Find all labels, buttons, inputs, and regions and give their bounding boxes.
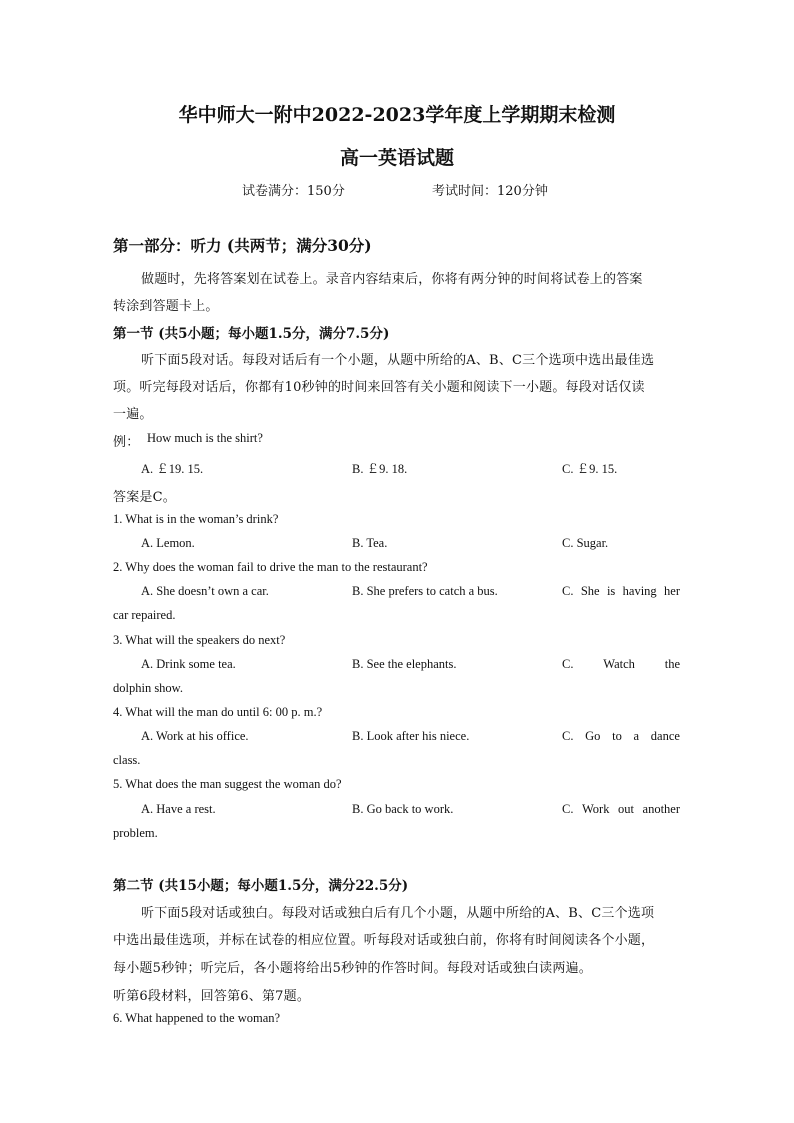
- question-4: 4. What will the man do until 6: 00 p. m.?: [113, 705, 323, 719]
- question-4-option-c-word: Go: [585, 729, 601, 743]
- question-2-option-c-continued: car repaired.: [113, 608, 176, 622]
- question-5-option-c-continued: problem.: [113, 826, 158, 840]
- question-5-option-b: B. Go back to work.: [352, 802, 454, 816]
- question-4-option-c-word: a: [633, 729, 640, 743]
- question-5-option-c-word: C.: [562, 802, 574, 816]
- question-4-option-b: B. Look after his niece.: [352, 729, 470, 743]
- question-3-option-b: B. See the elephants.: [352, 657, 457, 671]
- question-2-option-c-word: is: [606, 584, 616, 598]
- part1-instruction-line1: 做题时，先将答案划在试卷上。录音内容结束后，你将有两分钟的时间将试卷上的答案: [141, 272, 643, 287]
- question-1-option-b: B. Tea.: [352, 536, 388, 550]
- question-2-option-c-word: her: [664, 584, 680, 598]
- question-2-option-c: [562, 584, 680, 599]
- example-option-a: A. ￡19. 15.: [141, 462, 204, 476]
- question-5-option-c-word: Work: [582, 802, 610, 816]
- question-2-option-c-word: She: [580, 584, 600, 598]
- question-5-option-a: A. Have a rest.: [141, 802, 216, 816]
- question-5-option-c-word: out: [618, 802, 634, 816]
- question-1: 1. What is in the woman’s drink?: [113, 512, 279, 526]
- question-3-option-c-word: C.: [562, 657, 574, 671]
- question-5-option-c: [562, 802, 680, 817]
- section2-instruction-line3: 每小题5秒钟；听完后，各小题将给出5秒钟的作答时间。每段对话或独白读两遍。: [113, 961, 592, 976]
- question-2-option-a: A. She doesn’t own a car.: [141, 584, 269, 598]
- question-4-option-c: [562, 729, 680, 744]
- question-3-option-c-continued: dolphin show.: [113, 681, 184, 695]
- question-4-option-c-continued: class.: [113, 753, 141, 767]
- question-4-option-c-word: to: [612, 729, 622, 743]
- example-option-c: C. ￡9. 15.: [562, 462, 618, 476]
- example-label: 例：: [113, 435, 140, 450]
- question-4-option-c-word: C.: [562, 729, 574, 743]
- question-5: 5. What does the man suggest the woman do?: [113, 777, 342, 791]
- question-6: 6. What happened to the woman?: [113, 1011, 281, 1025]
- section2-heading: 第二节 (共15小题；每小题1.5分，满分22.5分): [113, 878, 409, 894]
- question-1-option-c: C. Sugar.: [562, 536, 609, 550]
- part1-heading: 第一部分：听力 (共两节；满分30分): [113, 236, 372, 255]
- question-2: 2. Why does the woman fail to drive the man to the restaurant?: [113, 560, 428, 574]
- question-2-option-b: B. She prefers to catch a bus.: [352, 584, 498, 598]
- question-4-option-a: A. Work at his office.: [141, 729, 249, 743]
- exam-time: 考试时间：120分钟: [432, 184, 548, 199]
- example-option-b: B. ￡9. 18.: [352, 462, 408, 476]
- section2-instruction-line2: 中选出最佳选项，并标在试卷的相应位置。听每段对话或独白前，你将有时间阅读各个小题，: [113, 933, 655, 948]
- section1-instruction-line1: 听下面5段对话。每段对话后有一个小题，从题中所给的A、B、C三个选项中选出最佳选: [141, 353, 655, 368]
- section2-instruction-line1: 听下面5段对话或独白。每段对话或独白后有几个小题，从题中所给的A、B、C三个选项: [141, 906, 655, 921]
- exam-subtitle: 高一英语试题: [339, 147, 454, 169]
- question-1-option-a: A. Lemon.: [141, 536, 195, 550]
- question-3: 3. What will the speakers do next?: [113, 633, 286, 647]
- material-note: 听第6段材料，回答第6、第7题。: [113, 989, 311, 1004]
- question-4-option-c-word: dance: [650, 729, 680, 743]
- question-2-option-c-word: having: [622, 584, 657, 598]
- question-3-option-c: [562, 657, 680, 672]
- exam-title: 华中师大一附中2022-2023学年度上学期期末检测: [178, 104, 616, 126]
- example-question: How much is the shirt?: [147, 431, 263, 445]
- question-5-option-c-word: another: [642, 802, 680, 816]
- question-3-option-c-word: the: [664, 657, 680, 671]
- question-3-option-a: A. Drink some tea.: [141, 657, 236, 671]
- section1-instruction-line3: 一遍。: [113, 407, 153, 422]
- section1-heading: 第一节 (共5小题；每小题1.5分，满分7.5分): [113, 326, 390, 342]
- full-score: 试卷满分：150分: [242, 184, 345, 199]
- question-3-option-c-word: Watch: [603, 657, 635, 671]
- question-2-option-c-word: C.: [562, 584, 574, 598]
- part1-instruction-line2: 转涂到答题卡上。: [113, 299, 219, 314]
- section1-instruction-line2: 项。听完每段对话后，你都有10秒钟的时间来回答有关小题和阅读下一小题。每段对话仅读: [113, 380, 645, 395]
- example-answer: 答案是C。: [113, 490, 176, 505]
